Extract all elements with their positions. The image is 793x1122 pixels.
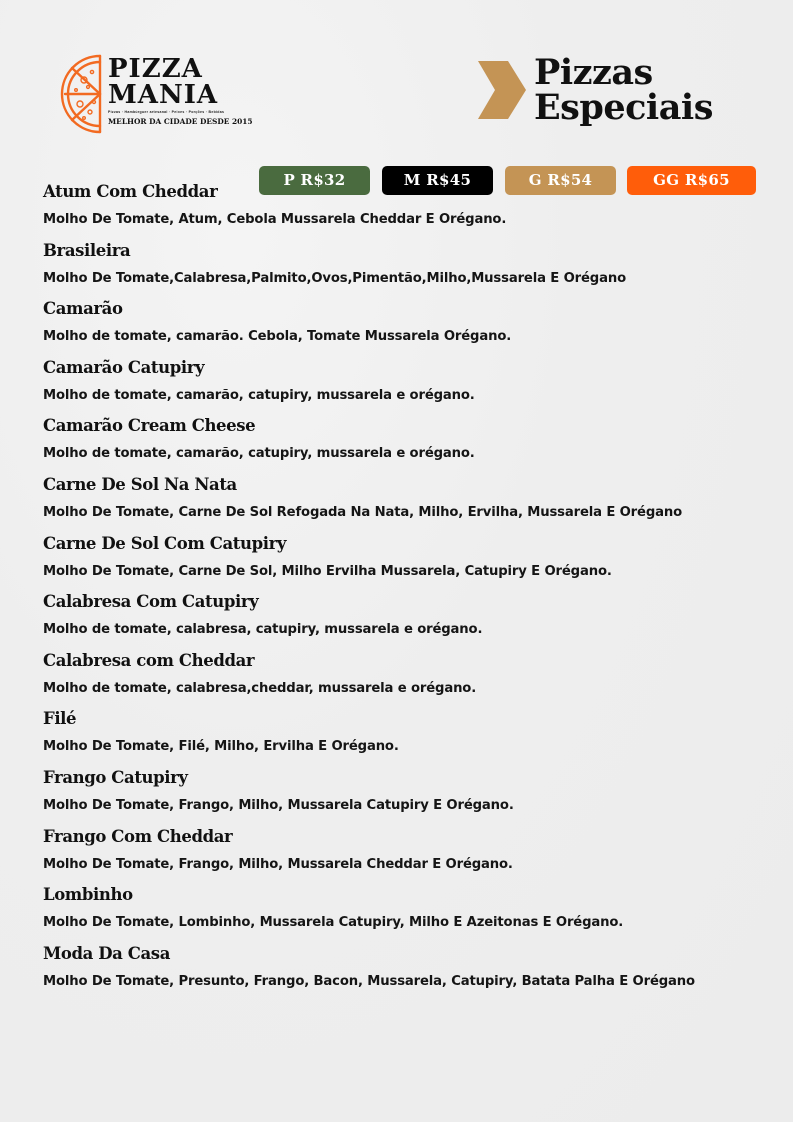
menu-item-description: Molho De Tomate, Atum, Cebola Mussarela Cheddar E Orégano. [43,212,507,227]
menu-item [43,590,783,649]
price-badge-p: P R$32 [259,166,370,195]
menu-item-name: Frango Catupiry [43,767,188,787]
brand-name [108,56,218,108]
menu-item-name: Filé [43,709,77,729]
menu-item [43,707,783,766]
menu-item-description: Molho De Tomate, Presunto, Frango, Bacon, Mussarela, Catupiry, Batata Palha E Orégano [43,973,695,989]
menu-item-name: Atum Com Cheddar [43,182,218,201]
menu-item-name: Frango Com Cheddar [43,826,233,846]
menu-item [43,239,783,298]
menu-item-description: Molho De Tomate, Carne De Sol Refogada Na Nata, Milho, Ervilha, Mussarela E Orégano [43,504,683,520]
menu-item-description: Molho De Tomate, Lombinho, Mussarela Catupiry, Milho E Azeitonas E Orégano. [43,915,624,931]
menu-item-name: Carne De Sol Na Nata [43,474,237,494]
menu-item [43,473,783,532]
menu-item-description: Molho de tomate, calabresa, catupiry, mussarela e orégano. [43,622,483,638]
menu-item [43,356,783,415]
menu-item [43,942,783,1001]
menu-item-name: Camarão Catupiry [43,357,205,377]
menu-item [43,297,783,356]
brand-slogan: MELHOR DA CIDADE DESDE 2015 [108,117,253,126]
brand-name-line2: MANIA [108,80,219,110]
menu-item-name: Camarão Cream Cheese [43,416,256,436]
brand-name-line1: PIZZA [108,54,203,84]
menu-item-description: Molho de tomate, calabresa,cheddar, mussarela e orégano. [43,680,477,696]
menu-item-description: Molho De Tomate, Carne De Sol, Milho Ervilha Mussarela, Catupiry E Orégano. [43,563,612,579]
menu-item-name: Lombinho [43,885,133,905]
page-title-line1: Pizzas [534,52,653,93]
menu-item-description: Molho de tomate, camarão. Cebola, Tomate Mussarela Orégano. [43,329,512,345]
menu-item [43,649,783,708]
menu-item-description: Molho de tomate, camarão, catupiry, mussarela e orégano. [43,446,475,462]
price-badge-gg: GG R$65 [627,166,756,195]
menu-item-description: Molho de tomate, camarão, catupiry, mussarela e orégano. [43,387,475,403]
menu-item-description: Molho De Tomate, Filé, Milho, Ervilha E Orégano. [43,739,399,755]
menu-item-name: Camarão [43,299,123,319]
menu-item-name: Carne De Sol Com Catupiry [43,533,287,553]
price-badge-g: G R$54 [505,166,616,195]
menu-item-description: Molho De Tomate,Calabresa,Palmito,Ovos,Pimentão,Milho,Mussarela E Orégano [43,270,626,286]
brand-logo [60,52,253,134]
menu-item-name: Moda Da Casa [43,943,170,963]
menu-item-name: Calabresa Com Catupiry [43,592,259,612]
section-heading [478,52,758,135]
price-badge-m: M R$45 [382,166,493,195]
pizza-menu-list [43,180,783,1000]
chevron-right-icon [478,61,528,119]
brand-tagline: Pizzas · Hambúrguer artesanal · Peixes · Porções · Bebidas [108,110,225,114]
menu-item [43,883,783,942]
menu-item [43,532,783,591]
menu-item-description: Molho De Tomate, Frango, Milho, Mussarela Cheddar E Orégano. [43,856,513,872]
menu-item [43,766,783,825]
page-title-line2: Especiais [534,87,713,128]
menu-item-name: Calabresa com Cheddar [43,650,255,670]
menu-item-description: Molho De Tomate, Frango, Milho, Mussarela Catupiry E Orégano. [43,797,514,813]
page-title [534,52,713,128]
half-pizza-icon [60,54,104,134]
menu-item [43,825,783,884]
menu-item [43,180,783,239]
menu-item [43,414,783,473]
menu-item-name: Brasileira [43,240,131,260]
